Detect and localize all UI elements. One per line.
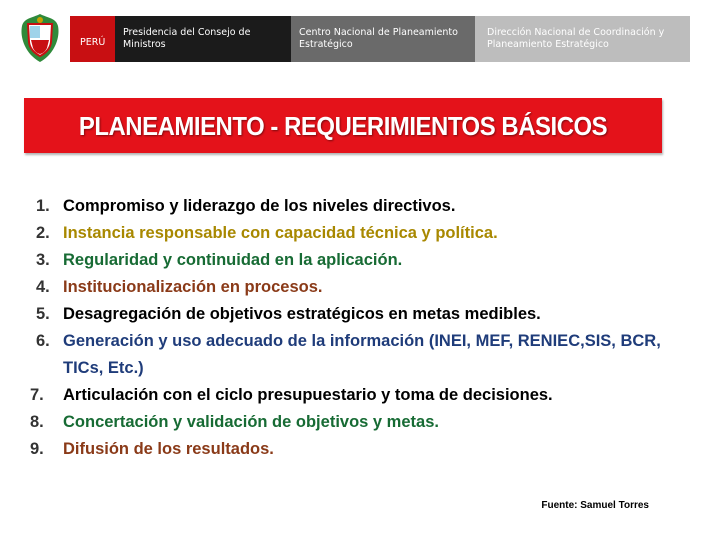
pcm-label: Presidencia del Consejo de Ministros bbox=[115, 16, 291, 62]
list-item-3 bbox=[30, 247, 690, 274]
source-credit: Fuente: Samuel Torres bbox=[541, 500, 649, 511]
list-number: 2. bbox=[36, 224, 50, 242]
list-number: 4. bbox=[36, 278, 50, 296]
peru-coat-of-arms-icon bbox=[18, 12, 62, 64]
list-item-9 bbox=[30, 436, 690, 463]
list-number: 9. bbox=[30, 440, 44, 458]
list-text: Desagregación de objetivos estratégicos en metas medibles. bbox=[63, 305, 541, 323]
list-text: Compromiso y liderazgo de los niveles directivos. bbox=[63, 197, 456, 215]
title-banner bbox=[24, 98, 662, 153]
list-text: Concertación y validación de objetivos y metas. bbox=[63, 413, 439, 431]
list-item-6 bbox=[30, 328, 690, 382]
list-number: 8. bbox=[30, 413, 44, 431]
list-text: Institucionalización en procesos. bbox=[63, 278, 323, 296]
list-item-7 bbox=[30, 382, 690, 409]
list-number: 3. bbox=[36, 251, 50, 269]
requirements-list bbox=[30, 193, 690, 463]
list-text: Instancia responsable con capacidad técnica y política. bbox=[63, 224, 498, 242]
list-text: Difusión de los resultados. bbox=[63, 440, 274, 458]
list-text: Regularidad y continuidad en la aplicación. bbox=[63, 251, 403, 269]
page-title: PLANEAMIENTO - REQUERIMIENTOS BÁSICOS bbox=[78, 111, 608, 141]
list-number: 6. bbox=[36, 332, 50, 350]
list-text-continued: TICs, Etc.) bbox=[63, 359, 144, 377]
ceplan-label: Centro Nacional de Planeamiento Estratégico bbox=[291, 16, 475, 62]
list-text: Generación y uso adecuado de la información (INEI, MEF, RENIEC,SIS, BCR, bbox=[63, 332, 661, 350]
list-number: 7. bbox=[30, 386, 44, 404]
list-number: 1. bbox=[36, 197, 50, 215]
list-item-8 bbox=[30, 409, 690, 436]
list-item-2 bbox=[30, 220, 690, 247]
direction-label: Dirección Nacional de Coordinación y Planeamiento Estratégico bbox=[475, 16, 690, 62]
list-item-5 bbox=[30, 301, 690, 328]
list-item-1 bbox=[30, 193, 690, 220]
peru-label: PERÚ bbox=[70, 16, 115, 62]
list-number: 5. bbox=[36, 305, 50, 323]
list-text: Articulación con el ciclo presupuestario y toma de decisiones. bbox=[63, 386, 553, 404]
list-item-4 bbox=[30, 274, 690, 301]
